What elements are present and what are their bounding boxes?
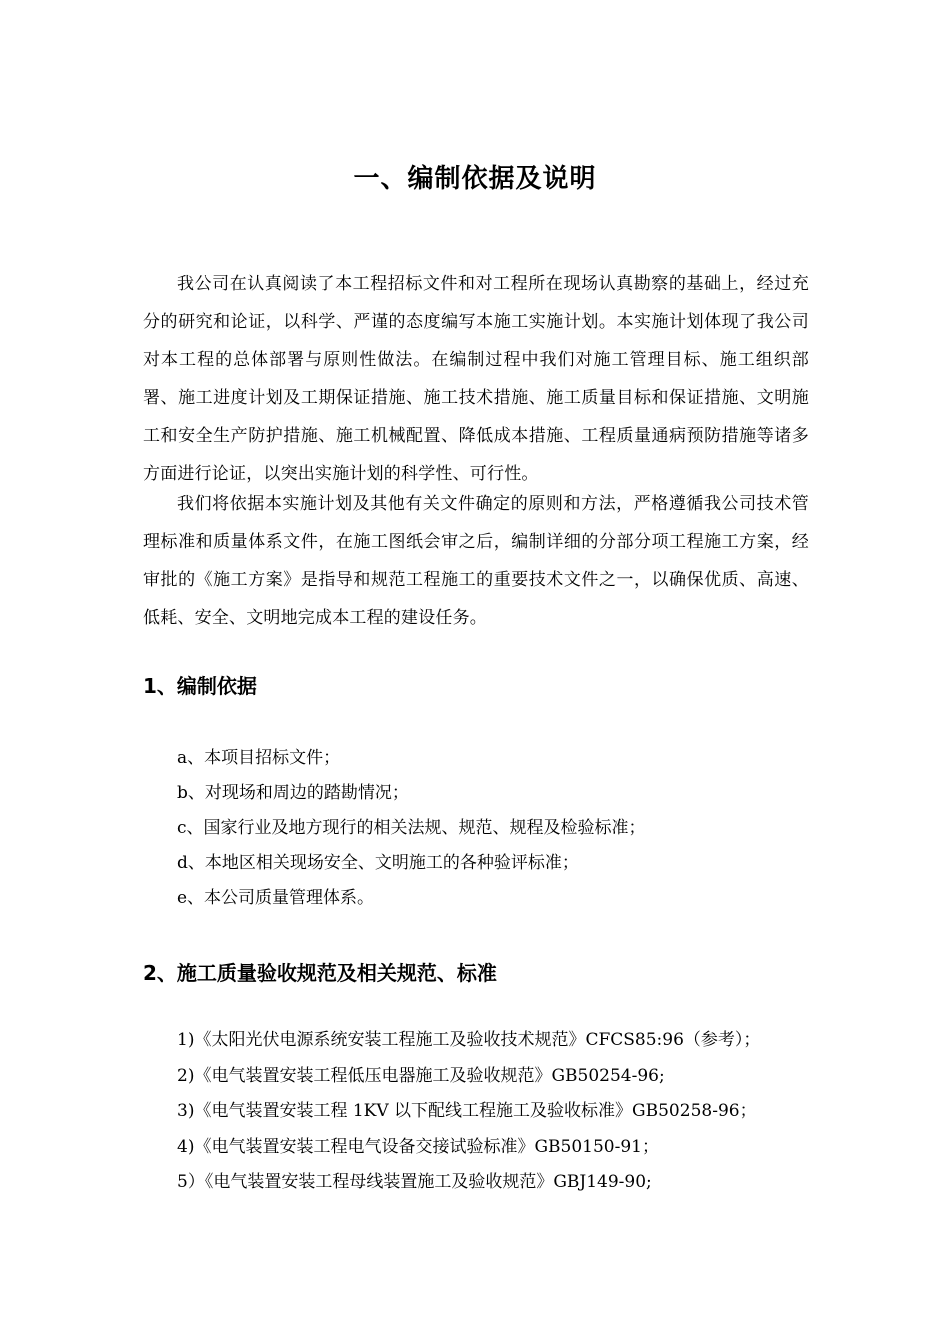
section-heading-basis: 1、编制依据 bbox=[143, 674, 257, 698]
intro-paragraph-2: 我们将依据本实施计划及其他有关文件确定的原则和方法，严格遵循我公司技术管理标准和质量体系文件，在施工图纸会审之后，编制详细的分部分项工程施工方案，经审批的《施工方案》是指导和规范工程施工的重要技术文件之一，以确保优质、高速、低耗、安全、文明地完成本工程的建设任务。 bbox=[143, 494, 809, 628]
page-title: 一、编制依据及说明 bbox=[353, 164, 597, 194]
list-item: 3)《电气装置安装工程 1KV 以下配线工程施工及验收标准》GB50258-96； bbox=[177, 1101, 757, 1121]
list-item: 5）《电气装置安装工程母线装置施工及验收规范》GBJ149-90; bbox=[177, 1172, 652, 1192]
list-item: 2)《电气装置安装工程低压电器施工及验收规范》GB50254-96; bbox=[177, 1065, 665, 1086]
list-item: c、国家行业及地方现行的相关法规、规范、规程及检验标准； bbox=[177, 818, 646, 838]
intro-paragraph-1: 我公司在认真阅读了本工程招标文件和对工程所在现场认真勘察的基础上，经过充分的研究和论证，以科学、严谨的态度编写本施工实施计划。本实施计划体现了我公司对本工程的总体部署与原则性做法。在编制过程中我们对施工管理目标、施工组织部署、施工进度计划及工期保证措施、施工技术措施、施工质量目标和保证措施、文明施工和安全生产防护措施、施工机械配置、降低成本措施、工程质量通病预防措施等诸多方面进行论证，以突出实施计划的科学性、可行性。 bbox=[143, 274, 809, 484]
list-item: d、本地区相关现场安全、文明施工的各种验评标准； bbox=[177, 853, 579, 873]
section-heading-standards: 2、施工质量验收规范及相关规范、标准 bbox=[143, 961, 497, 985]
list-item: 1)《太阳光伏电源系统安装工程施工及验收技术规范》CFCS85:96（参考）； bbox=[177, 1030, 761, 1050]
list-item: a、本项目招标文件； bbox=[177, 748, 341, 768]
list-item: 4)《电气装置安装工程电气设备交接试验标准》GB50150-91； bbox=[177, 1136, 659, 1157]
basis-list bbox=[177, 741, 817, 916]
standards-list bbox=[177, 1023, 817, 1201]
list-item: b、对现场和周边的踏勘情况； bbox=[177, 783, 409, 803]
list-item: e、本公司质量管理体系。 bbox=[177, 888, 375, 908]
